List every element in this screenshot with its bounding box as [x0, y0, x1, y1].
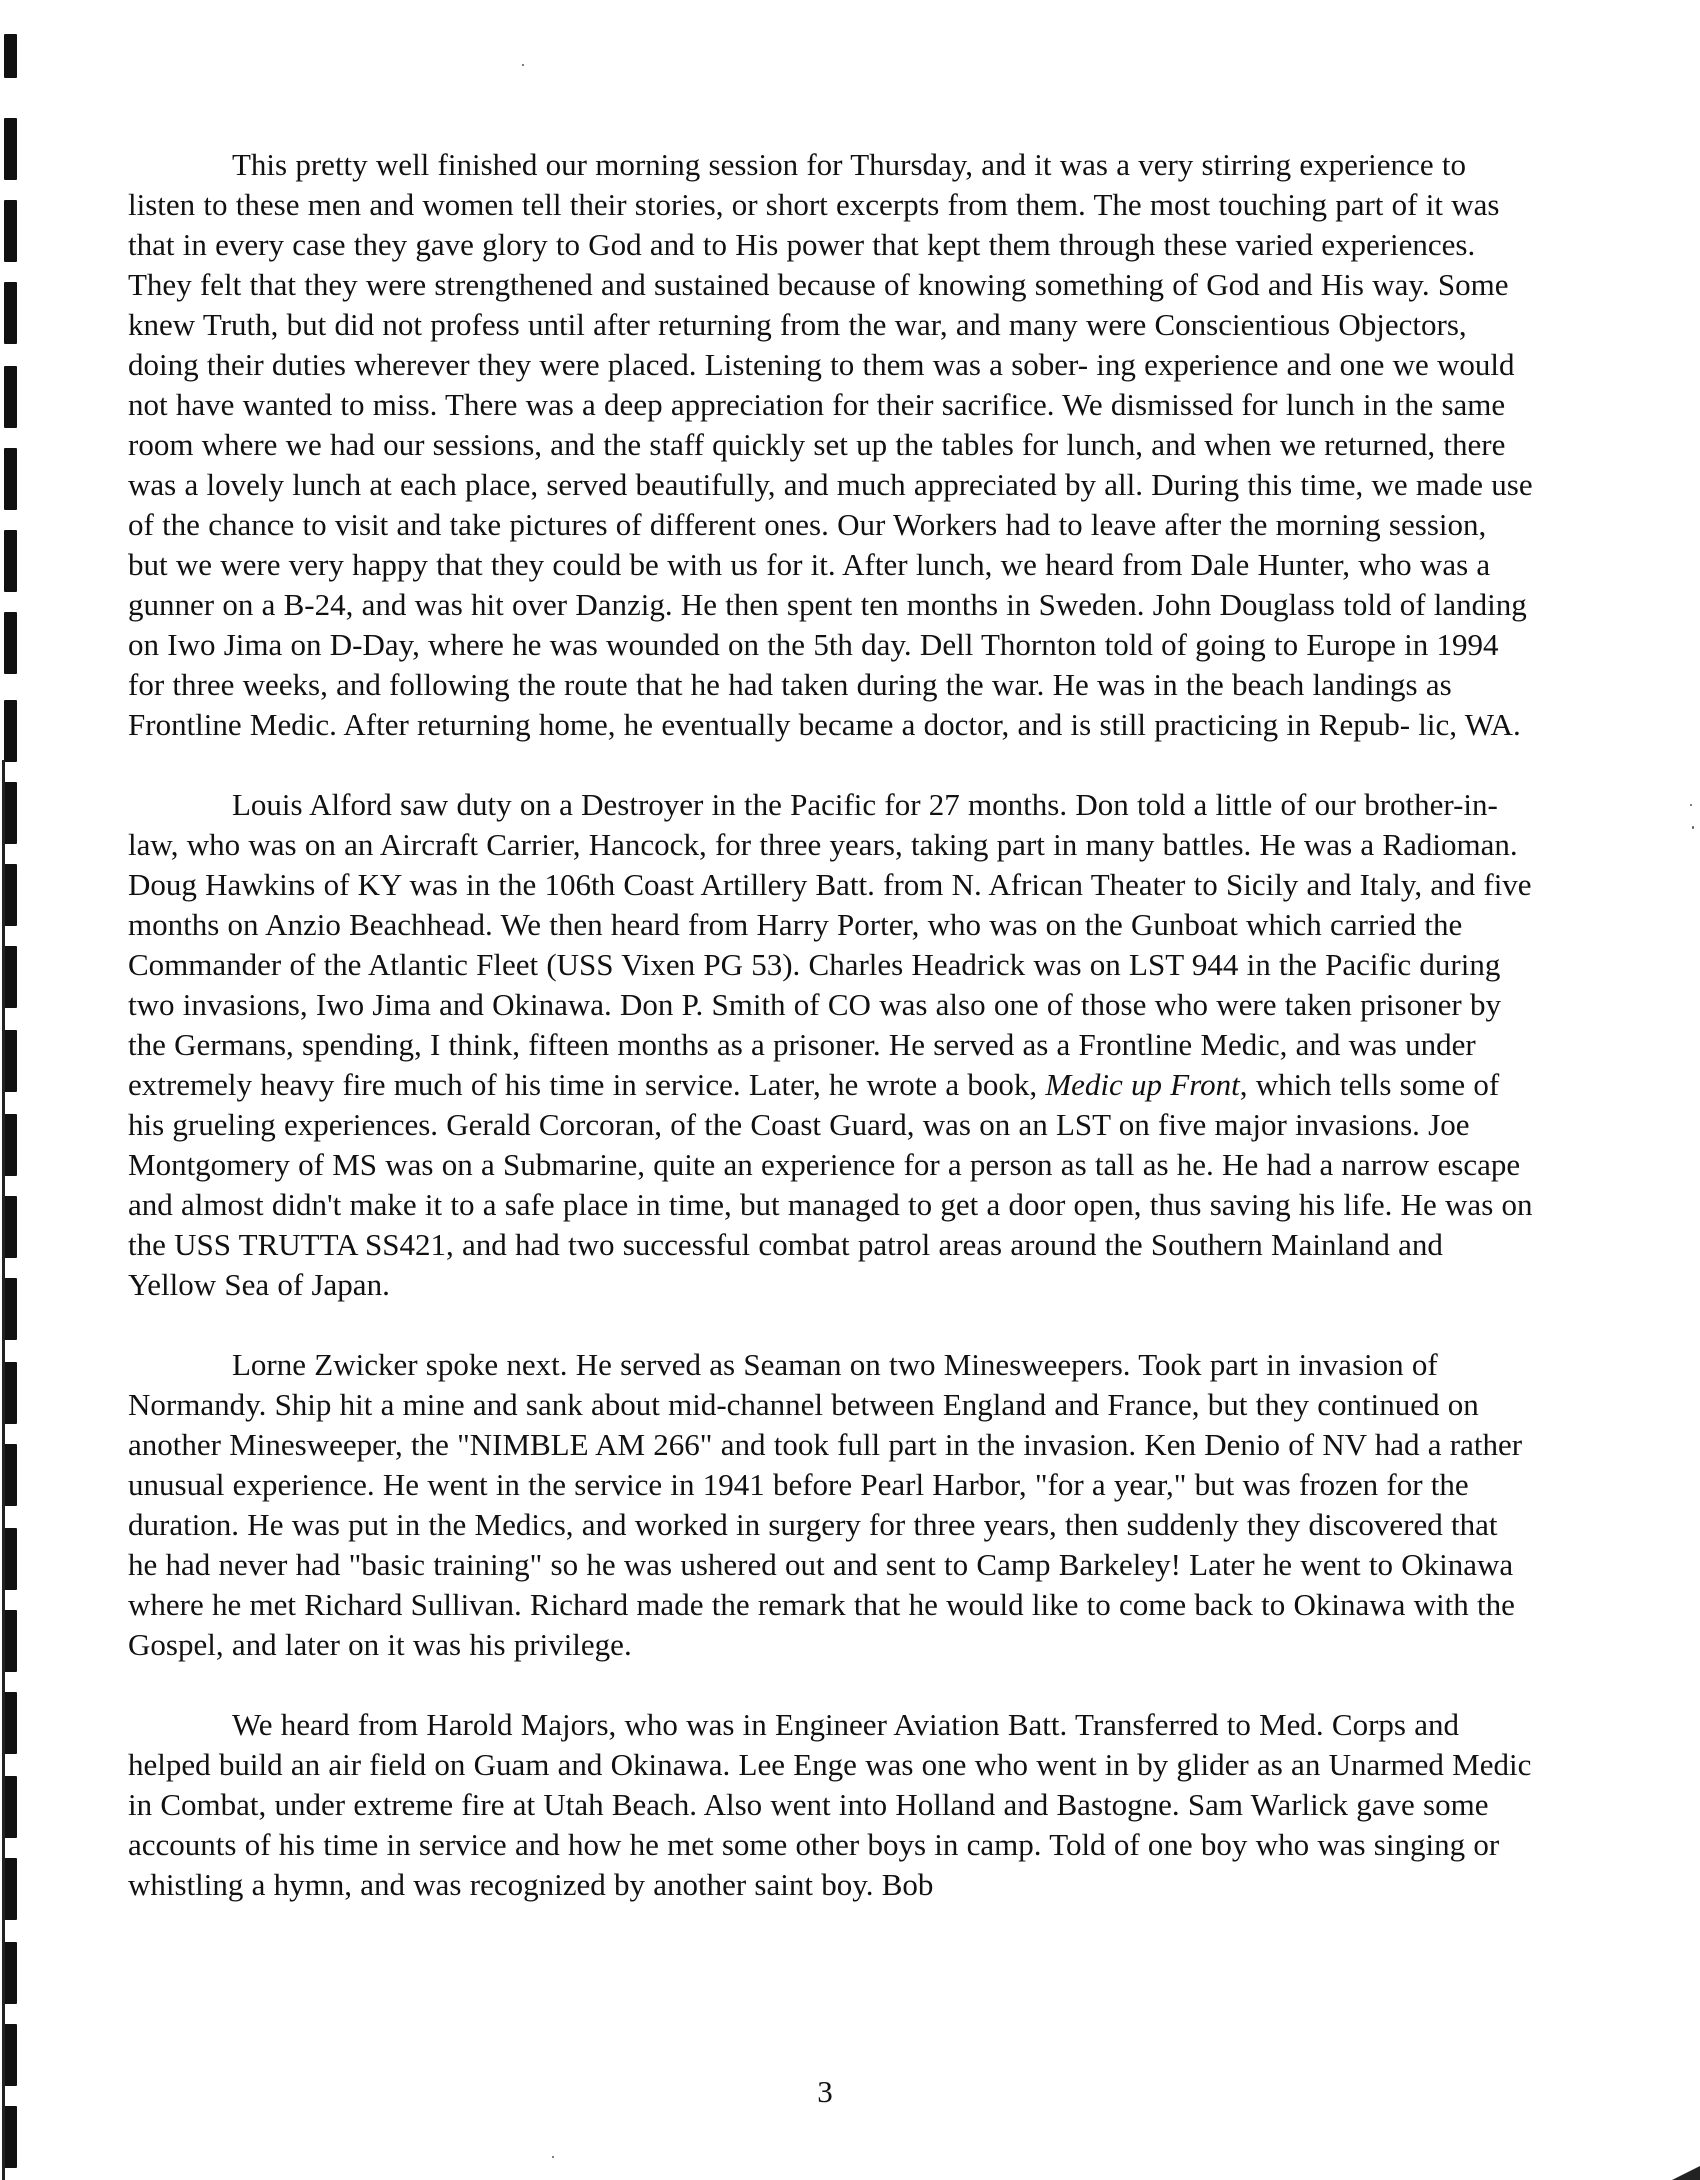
binding-hole — [4, 1528, 17, 1590]
binding-hole — [4, 1362, 17, 1424]
scan-speck — [522, 64, 524, 66]
paragraph — [128, 1345, 1533, 1665]
binding-hole — [4, 1444, 17, 1506]
binding-hole — [4, 282, 17, 344]
binding-wire — [2, 760, 5, 2180]
paragraph — [128, 145, 1533, 745]
binding-hole — [4, 2106, 17, 2168]
paragraph-text: Louis Alford saw duty on a Destroyer in the Pacific for 27 months. Don told a little of our brother-in-law, who was on an Aircraft Carrier, Hancock, for three years, taking part in many battles. He was a Radioman. Doug Hawkins of KY was in the 106th Coast Artillery Batt. from N. African Theater to Sicily and Italy, and five months on Anzio Beachhead. We then heard from Harry Porter, who was on the Gunboat which carried the Commander of the Atlantic Fleet (USS Vixen PG 53). Charles Headrick was on LST 944 in the Pacific during two invasions, Iwo Jima and Okinawa. Don P. Smith of CO was also one of those who were taken prisoner by the Germans, spending, I think, fifteen months as a prisoner. He served as a Frontline Medic, and was under extremely heavy fire much of his time in service. Later, he wrote a book, — [128, 787, 1532, 1102]
binding-hole — [4, 200, 17, 262]
binding-hole — [4, 34, 17, 78]
binding-hole — [4, 612, 17, 674]
paragraph-text: , which tells some of his grueling experiences. Gerald Corcoran, of the Coast Guard, was on an LST on five major invasions. Joe Montgomery of MS was on a Submarine, quite an experience for a person as tall as he. He had a narrow escape and almost didn't make it to a safe place in time, but managed to get a door open, thus saving his life. He was on the USS TRUTTA SS421, and had two successful combat patrol areas around the Southern Mainland and Yellow Sea of Japan. — [128, 1067, 1533, 1302]
paragraph — [128, 785, 1533, 1305]
paragraph — [128, 1705, 1533, 1905]
scan-speck — [1692, 826, 1694, 829]
body-text — [128, 145, 1533, 1945]
binding-hole — [4, 782, 17, 844]
scan-speck — [1690, 804, 1692, 806]
paragraph-text: Lorne Zwicker spoke next. He served as Seaman on two Minesweepers. Took part in invasion of Normandy. Ship hit a mine and sank about mid-channel between England and France, but they continued on another Minesweeper, the "NIMBLE AM 266" and took full part in the invasion. Ken Denio of NV had a rather unusual experience. He went in the service in 1941 before Pearl Harbor, "for a year," but was frozen for the duration. He was put in the Medics, and worked in surgery for three years, then suddenly they discovered that he had never had "basic training" so he was ushered out and sent to Camp Barkeley! Later he went to Okinawa where he met Richard Sullivan. Richard made the remark that he would like to come back to Okinawa with the Gospel, and later on it was his privilege. — [128, 1347, 1523, 1662]
scan-corner-mark — [1672, 2166, 1700, 2180]
binding-hole — [4, 1942, 17, 2004]
spiral-binding-edge — [0, 0, 40, 2180]
binding-hole — [4, 1278, 17, 1340]
binding-hole — [4, 864, 17, 926]
binding-hole — [4, 1858, 17, 1920]
binding-hole — [4, 1196, 17, 1258]
binding-hole — [4, 1610, 17, 1672]
page-number: 3 — [817, 2074, 833, 2109]
binding-hole — [4, 1776, 17, 1838]
binding-hole — [4, 118, 17, 180]
binding-hole — [4, 448, 17, 510]
book-title: Medic up Front — [1045, 1067, 1240, 1102]
scan-speck — [552, 2156, 554, 2158]
paragraph-text: This pretty well finished our morning session for Thursday, and it was a very stirring experience to listen to these men and women tell their stories, or short excerpts from them. The most touching part of it was that in every case they gave glory to God and to His power that kept them through these varied experiences. They felt that they were strengthened and sustained because of knowing something of God and His way. Some knew Truth, but did not profess until after returning from the war, and many were Conscientious Objectors, doing their duties wherever they were placed. Listening to them was a sober- ing experience and one we would not have wanted to miss. There was a deep appreciation for their sacrifice. We dismissed for lunch in the same room where we had our sessions, and the staff quickly set up the tables for lunch, and when we returned, there was a lovely lunch at each place, served beautifully, and much appreciated by all. During this time, we made use of the chance to visit and take pictures of different ones. Our Workers had to leave after the morning session, but we were very happy that they could be with us for it. After lunch, we heard from Dale Hunter, who was a gunner on a B-24, and was hit over Danzig. He then spent ten months in Sweden. John Douglass told of landing on Iwo Jima on D-Day, where he was wounded on the 5th day. Dell Thornton told of going to Europe in 1994 for three weeks, and following the route that he had taken during the war. He was in the beach landings as Frontline Medic. After returning home, he eventually became a doctor, and is still practicing in Repub- lic, WA. — [128, 147, 1533, 742]
binding-hole — [4, 1114, 17, 1176]
paragraph-text: We heard from Harold Majors, who was in Engineer Aviation Batt. Transferred to Med. Corps and helped build an air field on Guam and Okinawa. Lee Enge was one who went in by glider as an Unarmed Medic in Combat, under extreme fire at Utah Beach. Also went into Holland and Bastogne. Sam Warlick gave some accounts of his time in service and how he met some other boys in camp. Told of one boy who was singing or whistling a hymn, and was recognized by another saint boy. Bob — [128, 1707, 1532, 1902]
binding-hole — [4, 1692, 17, 1754]
binding-hole — [4, 700, 17, 762]
binding-hole — [4, 366, 17, 428]
binding-hole — [4, 1030, 17, 1092]
binding-hole — [4, 946, 17, 1008]
binding-hole — [4, 530, 17, 592]
